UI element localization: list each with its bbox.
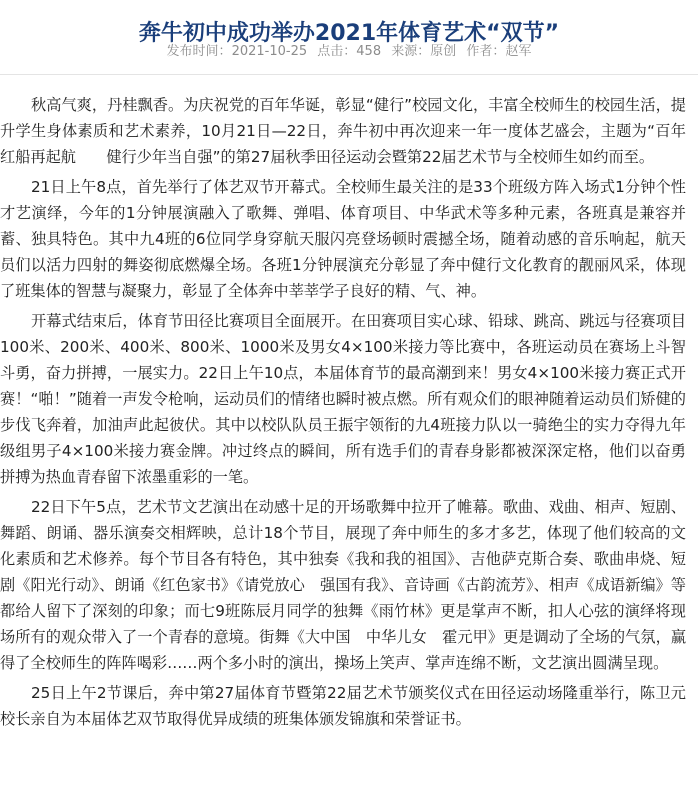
publish-time-value: 2021-10-25 (231, 44, 308, 59)
click-count-label: 点击： (317, 44, 357, 59)
paragraph: 开幕式结束后，体育节田径比赛项目全面展开。在田赛项目实心球、铅球、跳高、跳远与径赛项目100米、200米、400米、800米、1000米及男女4×100米接力等比赛中，各班运动员在赛场上斗智斗勇，奋力拼搏，一展实力。22日上午10点，本届体育节的最高潮到来！男女4×100米接力赛正式开赛！“啪！”随着一声发令枪响，运动员们的情绪也瞬时被点燃。所有观众们的眼神随着运动员们矫健的步伐飞奔着，加油声此起彼伏。其中以校队队员王振宇领衔的九4班接力队以一骑绝尘的实力夺得九年级组男子4×100米接力赛金牌。冲过终点的瞬间，所有选手们的青春身影都被深深定格，他们以奋勇拼搏为热血青春留下浓墨重彩的一笔。 (0, 312, 686, 486)
publish-time-label: 发布时间： (166, 44, 232, 59)
source (391, 44, 456, 59)
source-value: 原创 (430, 44, 457, 59)
click-count-value: 458 (356, 44, 382, 59)
author-label: 作者： (466, 44, 506, 59)
article-meta (0, 42, 698, 62)
article-body (0, 92, 686, 736)
paragraph: 22日下午5点，艺术节文艺演出在动感十足的开场歌舞中拉开了帷幕。歌曲、戏曲、相声、短剧、舞蹈、朗诵、器乐演奏交相辉映，总计18个节目，展现了奔中师生的多才多艺，体现了他们较高的文化素质和艺术修养。每个节目各有特色，其中独奏《我和我的祖国》、吉他萨克斯合奏、歌曲串烧、短剧《阳光行动》、朗诵《红色家书》《请党放心 强国有我》、音诗画《古韵流芳》、相声《成语新编》等都给人留下了深刻的印象；而七9班陈辰月同学的独舞《雨竹林》更是掌声不断，扣人心弦的演绎将现场所有的观众带入了一个青春的意境。街舞《大中国 中华儿女 霍元甲》更是调动了全场的气氛，赢得了全校师生的阵阵喝彩……两个多小时的演出，操场上笑声、掌声连绵不断，文艺演出圆满呈现。 (0, 498, 686, 672)
title-divider (0, 74, 698, 75)
author (466, 44, 531, 59)
click-count (317, 44, 381, 59)
source-label: 来源： (391, 44, 431, 59)
paragraph: 秋高气爽，丹桂飘香。为庆祝党的百年华诞，彰显“健行”校园文化，丰富全校师生的校园生活，提升学生身体素质和艺术素养，10月21日—22日，奔牛初中再次迎来一年一度体艺盛会，主题为“百年红船再起航 健行少年当自强”的第27届秋季田径运动会暨第22届艺术节与全校师生如约而至。 (0, 96, 686, 166)
paragraph: 21日上午8点，首先举行了体艺双节开幕式。全校师生最关注的是33个班级方阵入场式1分钟个性才艺演绎，今年的1分钟展演融入了歌舞、弹唱、体育项目、中华武术等多种元素，各班真是兼容并蓄、独具特色。其中九4班的6位同学身穿航天服闪亮登场顿时震撼全场，随着动感的音乐响起，航天员们以活力四射的舞姿彻底燃爆全场。各班1分钟展演充分彰显了奔中健行文化教育的靓丽风采，体现了班集体的智慧与凝聚力，彰显了全体奔中莘莘学子良好的精、气、神。 (0, 178, 686, 300)
publish-time (167, 44, 308, 59)
author-value: 赵军 (505, 44, 532, 59)
paragraph: 25日上午2节课后，奔中第27届体育节暨第22届艺术节颁奖仪式在田径运动场隆重举行，陈卫元校长亲自为本届体艺双节取得优异成绩的班集体颁发锦旗和荣誉证书。 (0, 684, 686, 728)
article-title: 奔牛初中成功举办2021年体育艺术“双节” (138, 20, 560, 46)
